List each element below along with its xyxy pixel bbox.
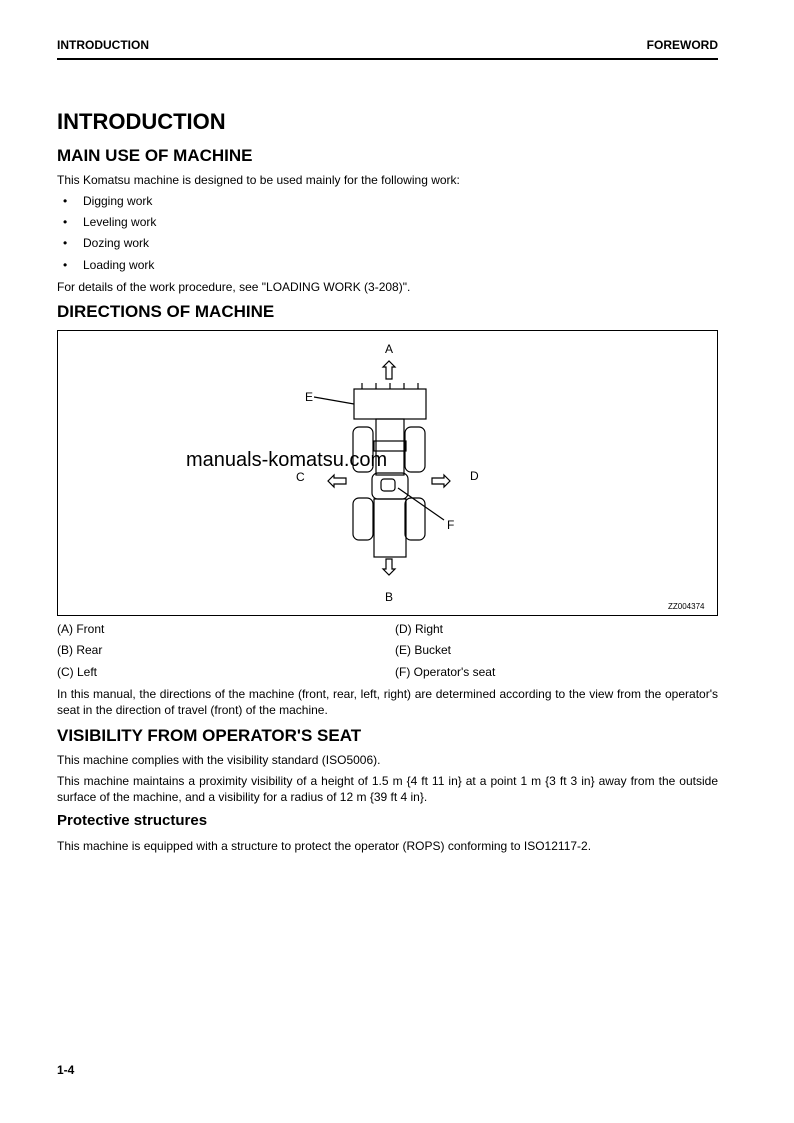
list-item-text: Loading work [83,258,155,272]
protective-structures-heading: Protective structures [57,812,208,829]
list-item [63,215,156,229]
legend-rear: (B) Rear [57,643,103,657]
list-item-text: Leveling work [83,215,157,229]
left-arrow [328,475,346,487]
figure-code: ZZ004374 [668,602,705,611]
rear-left-tire [353,498,373,540]
work-procedure-reference: For details of the work procedure, see "LOADING WORK (3-208)". [57,280,411,294]
legend-left: (C) Left [57,665,98,679]
visibility-heading: VISIBILITY FROM OPERATOR'S SEAT [57,726,362,745]
front-right-tire [405,427,425,472]
operator-seat-shape [381,479,395,491]
page-number: 1-4 [57,1063,75,1077]
legend-operator-seat: (F) Operator's seat [395,665,496,679]
header-chapter-title: FOREWORD [646,38,718,52]
bullet-marker: • [63,258,68,272]
label-d: D [470,469,479,483]
label-c: C [296,470,305,484]
list-item [63,194,152,208]
front-arrow [383,361,395,379]
rear-arrow [383,559,395,575]
label-f: F [447,518,455,532]
legend-front: (A) Front [57,622,105,636]
bullet-marker: • [63,236,68,250]
directions-heading: DIRECTIONS OF MACHINE [57,302,275,321]
protective-structures-text: This machine is equipped with a structure to protect the operator (ROPS) conforming to ISO12117-2. [57,839,592,853]
main-use-heading: MAIN USE OF MACHINE [57,146,253,165]
header-section-title: INTRODUCTION [57,38,149,52]
directions-note: In this manual, the directions of the machine (front, rear, left, right) are determined according to the view from the operator's seat in the direction of travel (front) of the machine. [57,687,718,717]
label-e: E [305,390,314,404]
bullet-marker: • [63,215,68,229]
page-header [57,38,718,60]
legend-right: (D) Right [395,622,444,636]
label-a: A [385,342,394,356]
bullet-marker: • [63,194,68,208]
bucket-shape [354,389,426,419]
list-item-text: Dozing work [83,236,150,250]
main-use-intro: This Komatsu machine is designed to be used mainly for the following work: [57,173,460,187]
machine-directions-figure [57,330,718,616]
watermark-text: manuals-komatsu.com [186,449,388,471]
list-item [63,236,149,250]
bucket-leader-line [314,397,354,404]
list-item-text: Digging work [83,194,153,208]
visibility-detail-text: This machine maintains a proximity visibility of a height of 1.5 m {4 ft 11 in} at a point 1 m {3 ft 3 in} away from the outside surface of the machine, and a visibility for a radius of 12 m {39 ft 4 in}. [57,774,718,804]
label-b: B [385,590,394,604]
page-title: INTRODUCTION [57,109,226,134]
machine-top-view-diagram [58,331,717,615]
list-item [63,258,154,272]
visibility-standard-text: This machine complies with the visibility standard (ISO5006). [57,753,381,767]
legend-bucket: (E) Bucket [395,643,452,657]
right-arrow [432,475,450,487]
